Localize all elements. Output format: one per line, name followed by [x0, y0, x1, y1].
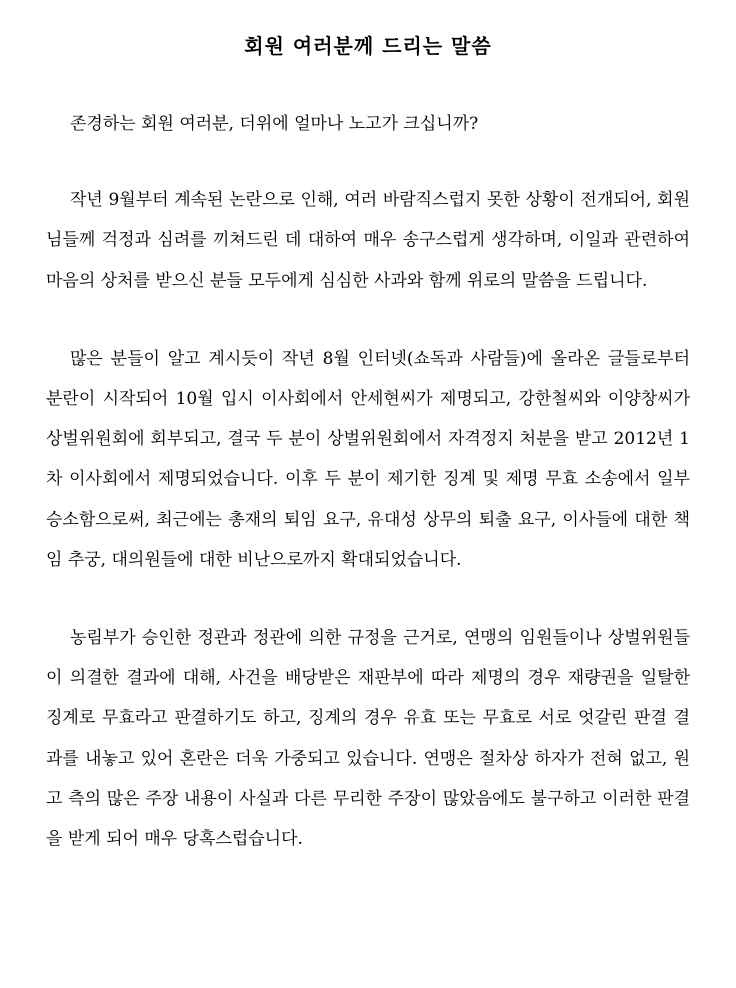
body-paragraph-2: 많은 분들이 알고 계시듯이 작년 8월 인터넷(쇼독과 사람들)에 올라온 글들로부터 분란이 시작되어 10월 입시 이사회에서 안세현씨가 제명되고, 강한철씨와 이양창씨가 상벌위원회에 회부되고, 결국 두 분이 상벌위원회에서 자격정지 처분을 받고 2012년 1차 이사회에서 제명되었습니다. 이후 두 분이 제기한 징계 및 제명 무효 소송에서 일부 승소함으로써, 최근에는 총재의 퇴임 요구, 유대성 상무의 퇴출 요구, 이사들에 대한 책임 추궁, 대의원들에 대한 비난으로까지 확대되었습니다. — [46, 348, 690, 570]
body-paragraph-3: 농림부가 승인한 정관과 정관에 의한 규정을 근거로, 연맹의 임원들이나 상벌위원들이 의결한 결과에 대해, 사건을 배당받은 재판부에 따라 제명의 경우 재량권을 일탈한 징계로 무효라고 판결하기도 하고, 징계의 경우 유효 또는 무효로 서로 엇갈린 판결 결과를 내놓고 있어 혼란은 더욱 가중되고 있습니다. 연맹은 절차상 하자가 전혀 없고, 원고 측의 많은 주장 내용이 사실과 다른 무리한 주장이 많았음에도 불구하고 이러한 판결을 받게 되어 매우 당혹스럽습니다. — [46, 628, 690, 850]
body-paragraph-1: 작년 9월부터 계속된 논란으로 인해, 여러 바람직스럽지 못한 상황이 전개되어, 회원님들께 걱정과 심려를 끼쳐드린 데 대하여 매우 송구스럽게 생각하며, 이일과 관련하여 마음의 상처를 받으신 분들 모두에게 심심한 사과와 함께 위로의 말씀을 드립니다. — [46, 190, 690, 291]
document-title: 회원 여러분께 드리는 말씀 — [244, 34, 492, 58]
greeting-paragraph: 존경하는 회원 여러분, 더위에 얼마나 노고가 크십니까? — [70, 114, 479, 134]
document-page — [46, 26, 690, 859]
